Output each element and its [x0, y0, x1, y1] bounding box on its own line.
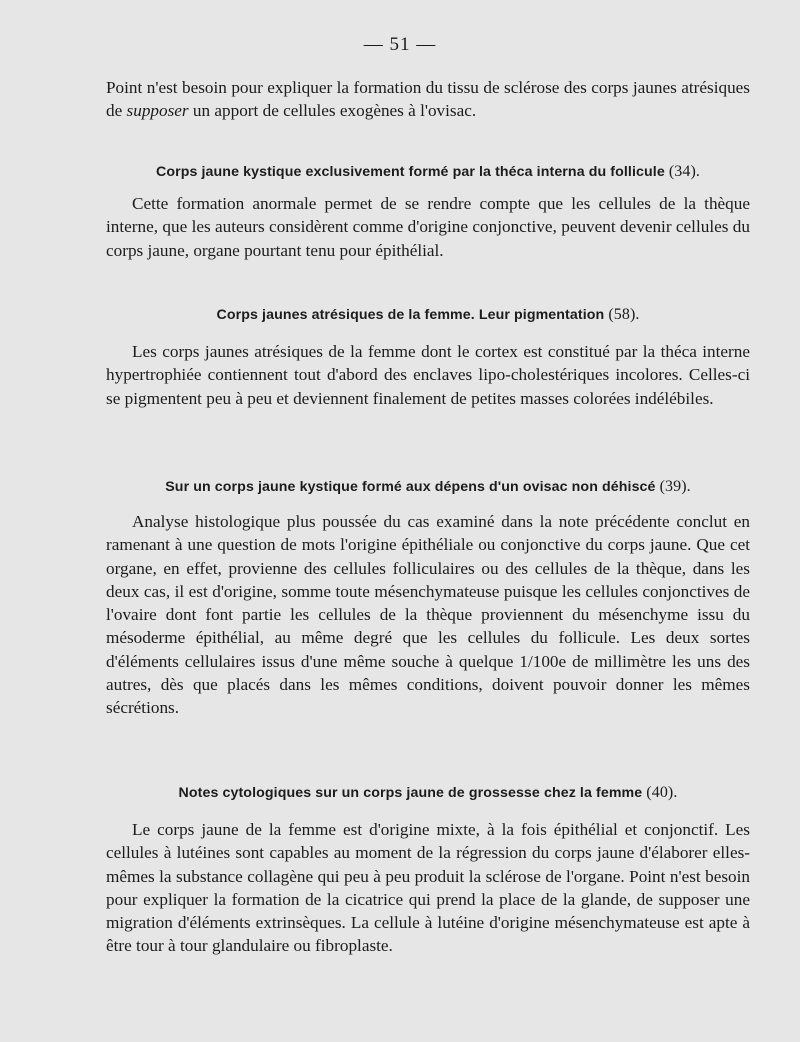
- section-title: Notes cytologiques sur un corps jaune de grossesse chez la femme: [178, 785, 643, 801]
- intro-text-end: un apport de cellules exogènes à l'ovisac.: [188, 101, 477, 121]
- section-heading-1: [106, 163, 750, 181]
- section-ref: (40).: [646, 784, 678, 801]
- section-paragraph-2: [106, 340, 750, 410]
- intro-paragraph: [106, 76, 750, 123]
- intro-text-start: Point n'est besoin pour expliquer la formation du tissu de sclérose des corps jaunes atrésiques de: [106, 78, 750, 121]
- section-title: Corps jaunes atrésiques de la femme. Leur pigmentation: [216, 307, 605, 323]
- intro-emphasis: supposer: [126, 101, 189, 121]
- section-heading-3: [106, 478, 750, 496]
- section-heading-2: [106, 306, 750, 324]
- section-title: Sur un corps jaune kystique formé aux dépens d'un ovisac non déhiscé: [165, 479, 656, 495]
- section-ref: (34).: [668, 163, 701, 180]
- section-paragraph-3: [106, 510, 750, 720]
- section-text: Les corps jaunes atrésiques de la femme dont le cortex est constitué par la théca interne hypertrophiée contiennent tout d'abord des enclaves lipo-cholestériques incolores. Celles-ci se pigmentent peu à peu et deviennent finalement de petites masses colorées indélébiles.: [106, 342, 750, 408]
- intro-text: [106, 76, 750, 123]
- section-text: Cette formation anormale permet de se rendre compte que les cellules de la thèque interne, que les auteurs considèrent comme d'origine conjonctive, peuvent devenir cellules du corps jaune, organe pourtant tenu pour épithélial.: [106, 194, 750, 260]
- section-text: Le corps jaune de la femme est d'origine mixte, à la fois épithélial et conjonctif. Les cellules à lutéines sont capables au moment de la régression du corps jaune d'élaborer elles-mêmes la substance collagène qui peu à peu produit la sclérose de l'organe. Point n'est besoin pour expliquer la formation de la cicatrice qui prend la place de la glande, de supposer une migration d'éléments extrinsèques. La cellule à lutéine d'origine mésenchymateuse est apte à être tour à tour glandulaire ou fibroplaste.: [106, 820, 750, 956]
- section-paragraph-4: [106, 818, 750, 958]
- section-ref: (39).: [659, 478, 691, 495]
- page-number: — 51 —: [363, 34, 437, 55]
- section-title: Corps jaune kystique exclusivement formé par la théca interna du follicule: [155, 164, 665, 180]
- section-paragraph-1: [106, 192, 750, 262]
- section-heading-4: [106, 784, 750, 802]
- section-text: Analyse histologique plus poussée du cas examiné dans la note précédente conclut en ramenant à une question de mots l'origine épithéliale ou conjonctive du corps jaune. Que cet organe, en effet, provienne des cellules folliculaires ou des cellules de la thèque, dans les deux cas, il est d'origine, somme toute mésenchymateuse puisque les cellules conjonctives de l'ovaire dont font partie les cellules de la thèque proviennent du mésenchyme issu du mésoderme épithélial, au même degré que les cellules du follicule. Les deux sortes d'éléments cellulaires issus d'une même souche à quelque 1/100e de millimètre les uns des autres, dès que placés dans les mêmes conditions, doivent pouvoir donner les mêmes sécrétions.: [106, 512, 750, 718]
- section-ref: (58).: [608, 306, 640, 323]
